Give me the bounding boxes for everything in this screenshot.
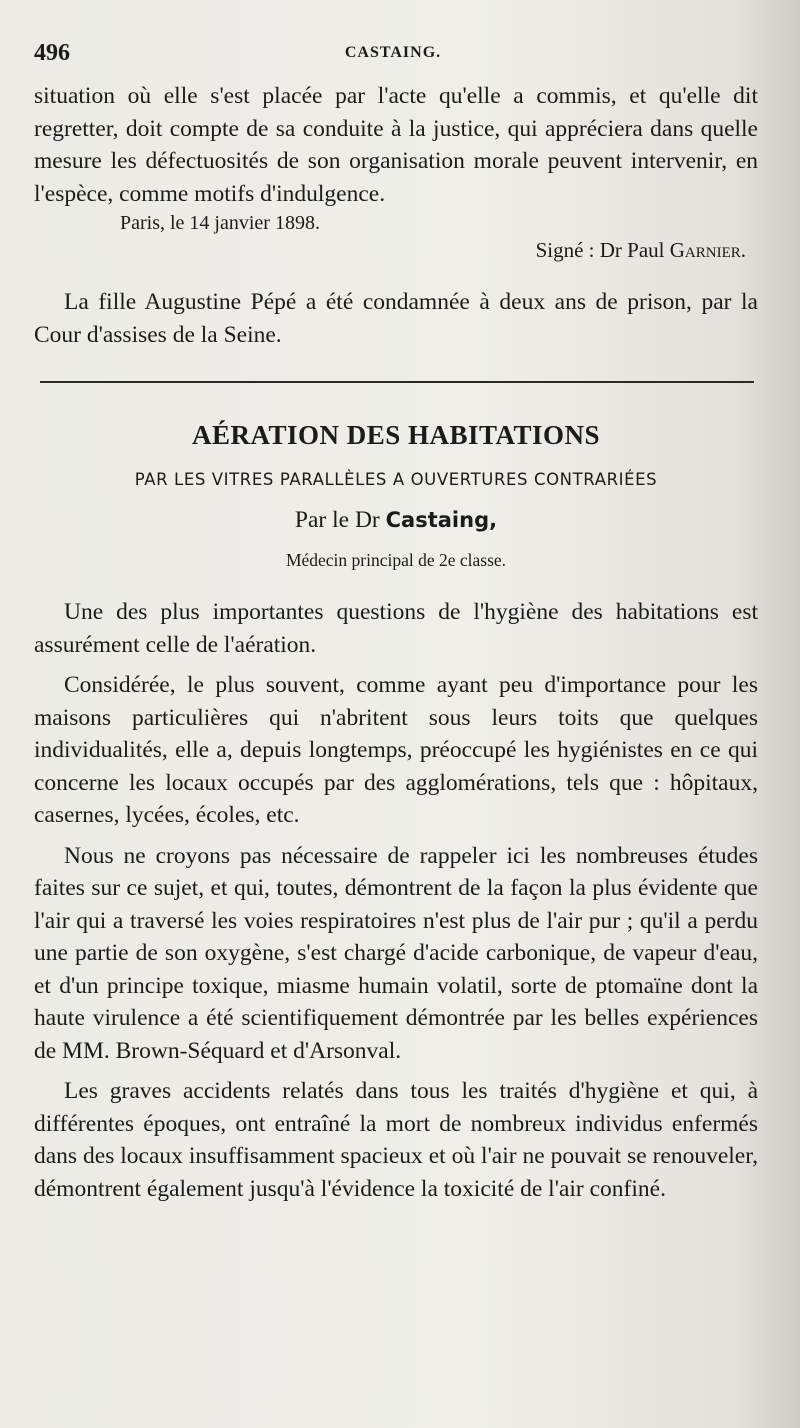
previous-article-conclusion bbox=[34, 80, 758, 210]
article-body bbox=[34, 596, 758, 1213]
article-title: AÉRATION DES HABITATIONS bbox=[191, 420, 601, 450]
body-paragraph: Considérée, le plus souvent, comme ayant peu d'importance pour les maisons particulières qui n'abritent sous leurs toits que quelques individualités, elle a, depuis longtemps, préoccupé les hygiénistes en ce qui concerne les locaux occupés par des agglomérations, tels que : hôpitaux, casernes, lycées, écoles, etc. bbox=[34, 672, 758, 828]
verdict-paragraph: La fille Augustine Pépé a été condamnée à deux ans de prison, par la Cour d'assises de la Seine. bbox=[34, 289, 758, 348]
author-name: Castaing, bbox=[385, 508, 498, 532]
article-byline bbox=[34, 507, 758, 534]
signoff-prefix: Signé : Dr Paul bbox=[535, 238, 670, 262]
running-head bbox=[34, 40, 752, 70]
section-divider bbox=[40, 381, 754, 383]
conclusion-paragraph: situation où elle s'est placée par l'acte qu'elle a commis, et qu'elle dit regretter, doit compte de sa conduite à la justice, qui appréciera dans quelle mesure les défectuosités de son organisation morale peuvent intervenir, en l'espèce, comme motifs d'indulgence. bbox=[34, 83, 758, 207]
author-rank: Médecin principal de 2e classe. bbox=[285, 550, 507, 570]
body-paragraph: Une des plus importantes questions de l'hygiène des habitations est assurément celle de l'aération. bbox=[34, 599, 758, 658]
body-paragraph: Les graves accidents relatés dans tous les traités d'hygiène et qui, à différentes époques, ont entraîné la mort de nombreux individus enfermés dans des locaux insuffisamment spacieux et où l'air ne pouvait se renouveler, démontrent également jusqu'à l'évidence la toxicité de l'air confiné. bbox=[34, 1078, 758, 1202]
body-paragraph: Nous ne croyons pas nécessaire de rappeler ici les nombreuses études faites sur ce sujet, et qui, toutes, démontrent de la façon la plus évidente que l'air qui a traversé les voies respiratoires n'est plus de l'air pur ; qu'il a perdu une partie de son oxygène, s'est chargé d'acide carbonique, de vapeur d'eau, et d'un principe toxique, miasme humain volatil, sorte de ptomaïne dont la haute virulence a été scientifiquement démontrée par les belles expériences de MM. Brown-Séquard et d'Arsonval. bbox=[34, 842, 758, 1064]
signoff-date: Paris, le 14 janvier 1898. bbox=[120, 212, 320, 234]
running-title: CASTAING. bbox=[344, 44, 442, 61]
article-subtitle: PAR LES VITRES PARALLÈLES A OUVERTURES CONTRARIÉES bbox=[134, 470, 658, 489]
signoff-surname: Garnier. bbox=[669, 238, 746, 262]
signoff-signature bbox=[536, 238, 746, 263]
report-signoff bbox=[34, 212, 758, 268]
page-number: 496 bbox=[34, 40, 70, 66]
byline-prefix: Par le Dr bbox=[294, 507, 386, 533]
verdict-block bbox=[34, 286, 758, 351]
